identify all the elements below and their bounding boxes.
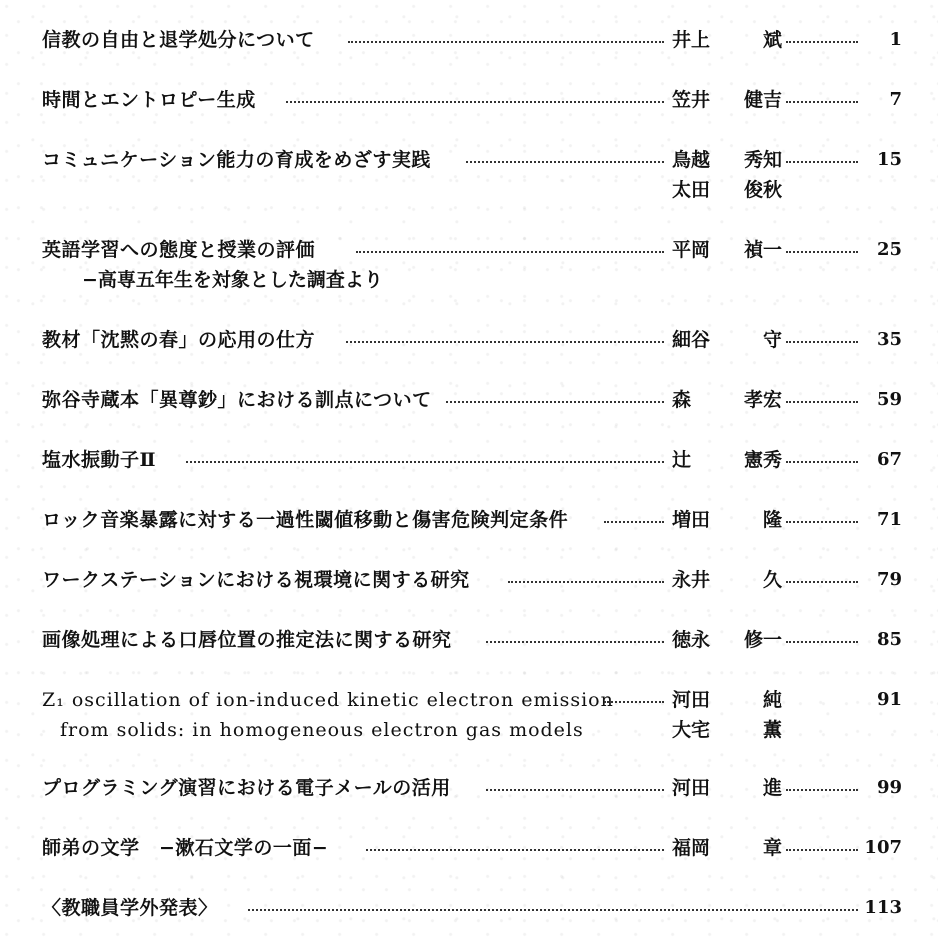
author-family-name: 辻 [672, 449, 692, 471]
author-family-name: 笠井 [672, 89, 711, 111]
entry-subtitle: from solids: in homogeneous electron gas models [60, 719, 584, 741]
entry-author [672, 566, 782, 594]
leader-dots [604, 701, 664, 703]
leader-dots [486, 641, 664, 643]
entry-title: 塩水振動子Ⅱ [42, 449, 157, 471]
leader-dots [786, 581, 858, 583]
page-number: 25 [876, 239, 902, 260]
page-number: 99 [876, 777, 902, 798]
leader-dots [786, 521, 858, 523]
author-family-name: 永井 [672, 569, 711, 591]
entry-author [672, 326, 782, 354]
leader-dots [466, 161, 664, 163]
entry-author [672, 86, 782, 114]
author-family-name: 平岡 [672, 239, 711, 261]
leader-dots [446, 401, 664, 403]
leader-dots [286, 101, 664, 103]
entry-author [672, 236, 782, 264]
leader-dots [348, 41, 664, 43]
entry-title: 英語学習への態度と授業の評価 [42, 239, 316, 261]
entry-author [672, 774, 782, 802]
toc-entry[interactable] [0, 686, 938, 746]
entry-title: 弥谷寺蔵本「異尊鈔」における訓点について [42, 389, 432, 411]
leader-dots [786, 161, 858, 163]
author-family-name: 河田 [672, 689, 711, 711]
author-family-name: 鳥越 [672, 149, 711, 171]
page-number: 85 [876, 629, 902, 650]
author-given-name: 秀知 [743, 149, 782, 171]
entry-title: 師弟の文学 −漱石文学の一面− [42, 837, 329, 859]
leader-dots [786, 251, 858, 253]
leader-dots [786, 41, 858, 43]
leader-dots [248, 909, 858, 911]
leader-dots [186, 461, 664, 463]
leader-dots [604, 521, 664, 523]
toc-entry[interactable] [0, 834, 938, 862]
entry-author [672, 834, 782, 862]
page-number: 91 [876, 689, 902, 710]
author-given-name: 久 [762, 569, 782, 591]
toc-entry[interactable] [0, 894, 938, 922]
author-family-name: 徳永 [672, 629, 711, 651]
author-family-name: 井上 [672, 29, 711, 51]
toc-entry[interactable] [0, 566, 938, 594]
leader-dots [786, 461, 858, 463]
leader-dots [366, 849, 664, 851]
author-given-name: 章 [762, 837, 782, 859]
page-number: 107 [864, 837, 902, 858]
entry-title: ロック音楽暴露に対する一過性閾値移動と傷害危険判定条件 [42, 509, 569, 531]
page-number: 113 [864, 897, 902, 918]
leader-dots [346, 341, 664, 343]
entry-title: 〈教職員学外発表〉 [42, 897, 218, 919]
leader-dots [786, 849, 858, 851]
entry-title: Z₁ oscillation of ion-induced kinetic electron emission [42, 689, 614, 711]
author-family-name: 森 [672, 389, 692, 411]
leader-dots [356, 251, 664, 253]
author-given-name: 薫 [762, 719, 782, 741]
author-given-name: 隆 [762, 509, 782, 531]
toc-entry[interactable] [0, 86, 938, 114]
entry-author [672, 176, 782, 204]
page-number: 79 [876, 569, 902, 590]
entry-author [672, 26, 782, 54]
entry-title: 画像処理による口唇位置の推定法に関する研究 [42, 629, 452, 651]
entry-author [672, 686, 782, 714]
entry-author [672, 146, 782, 174]
page-number: 35 [876, 329, 902, 350]
leader-dots [508, 581, 664, 583]
toc-entry[interactable] [0, 506, 938, 534]
author-given-name: 孝宏 [743, 389, 782, 411]
page-number: 7 [889, 89, 902, 110]
entry-title: 時間とエントロピー生成 [42, 89, 256, 111]
author-family-name: 大宅 [672, 719, 711, 741]
author-given-name: 禎一 [743, 239, 782, 261]
author-given-name: 憲秀 [743, 449, 782, 471]
leader-dots [486, 789, 664, 791]
author-given-name: 斌 [762, 29, 782, 51]
entry-author [672, 626, 782, 654]
page-number: 1 [889, 29, 902, 50]
entry-title: 信教の自由と退学処分について [42, 29, 315, 51]
author-family-name: 増田 [672, 509, 711, 531]
entry-subtitle: −高専五年生を対象とした調査より [82, 269, 383, 291]
author-family-name: 河田 [672, 777, 711, 799]
leader-dots [786, 641, 858, 643]
leader-dots [786, 101, 858, 103]
leader-dots [786, 789, 858, 791]
toc-entry[interactable] [0, 774, 938, 802]
toc-entry[interactable] [0, 626, 938, 654]
toc-entry[interactable] [0, 236, 938, 296]
author-given-name: 俊秋 [743, 179, 782, 201]
toc-entry[interactable] [0, 386, 938, 414]
page-number: 71 [876, 509, 902, 530]
toc-entry[interactable] [0, 26, 938, 54]
author-family-name: 細谷 [672, 329, 711, 351]
toc-entry[interactable] [0, 146, 938, 206]
author-given-name: 健吉 [743, 89, 782, 111]
author-given-name: 純 [762, 689, 782, 711]
page-number: 15 [876, 149, 902, 170]
entry-author [672, 446, 782, 474]
toc-entry[interactable] [0, 446, 938, 474]
leader-dots [786, 401, 858, 403]
author-family-name: 福岡 [672, 837, 711, 859]
page-number: 67 [876, 449, 902, 470]
author-given-name: 進 [762, 777, 782, 799]
author-family-name: 太田 [672, 179, 711, 201]
entry-title: 教材「沈黙の春」の応用の仕方 [42, 329, 316, 351]
entry-title: コミュニケーション能力の育成をめざす実践 [42, 149, 431, 171]
entry-author [672, 386, 782, 414]
page-number: 59 [876, 389, 902, 410]
author-given-name: 修一 [743, 629, 782, 651]
leader-dots [786, 341, 858, 343]
toc-entry[interactable] [0, 326, 938, 354]
entry-title: ワークステーションにおける視環境に関する研究 [42, 569, 470, 591]
author-given-name: 守 [762, 329, 782, 351]
entry-author [672, 716, 782, 744]
entry-author [672, 506, 782, 534]
entry-title: プログラミング演習における電子メールの活用 [42, 777, 451, 799]
